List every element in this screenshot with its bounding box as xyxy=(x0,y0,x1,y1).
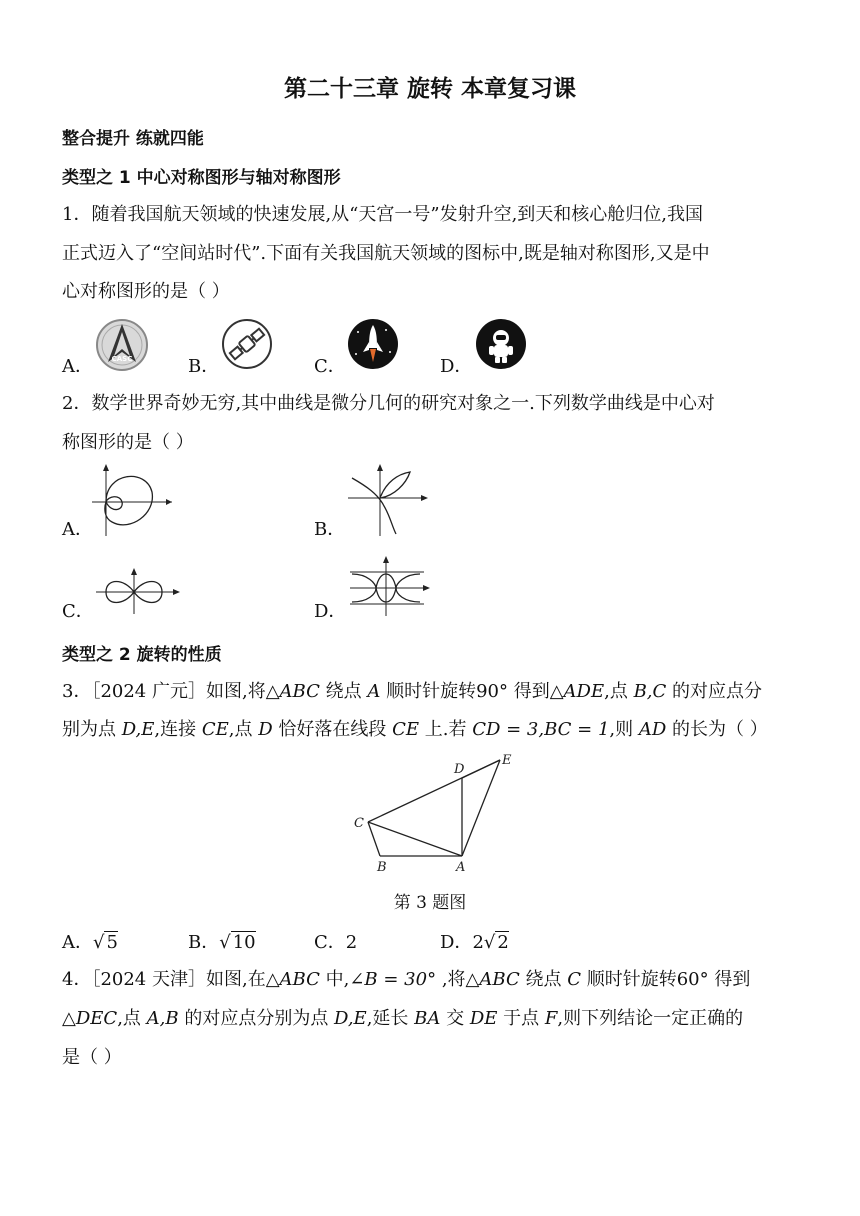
q3-text: ,点 xyxy=(228,719,259,740)
q3-option-a: A．√ 5 xyxy=(62,932,118,953)
q4-line1 xyxy=(62,961,802,999)
q3-option-b: B．√ 10 xyxy=(188,932,256,953)
q3-math-ce: CE xyxy=(392,719,420,740)
q4-math-ab: A,B xyxy=(146,1008,179,1029)
satellite-icon xyxy=(220,318,274,370)
q3-math-ade: ADE xyxy=(563,681,605,702)
q4-text: 于点 xyxy=(497,1008,545,1029)
q4-math-abc: ABC xyxy=(279,969,320,990)
option-label: A． xyxy=(62,932,93,953)
option-label: D． xyxy=(440,932,473,953)
type1-heading: 类型之 1 中心对称图形与轴对称图形 xyxy=(62,168,341,188)
q3-text: 别为点 xyxy=(62,719,122,740)
q4-text: 中, xyxy=(319,969,350,990)
q3-text: 绕点 xyxy=(319,681,368,702)
casc-logo-icon xyxy=(94,318,150,372)
q2-option-a-label: A． xyxy=(62,519,93,540)
q1-line2: 正式迈入了“空间站时代”.下面有关我国航天领域的图标中,既是轴对称图形,又是中 xyxy=(62,243,710,264)
q4-line2 xyxy=(62,1000,802,1038)
option-label: B． xyxy=(188,932,220,953)
q3-text: ,点 xyxy=(604,681,634,702)
q2-option-b-label: B． xyxy=(314,519,346,540)
fig-label-a: A xyxy=(456,860,466,875)
q4-math-angle: ∠B = 30° xyxy=(349,969,437,990)
q4-math-abc: ABC xyxy=(479,969,520,990)
q4-text: ,则下列结论一定正确的 xyxy=(557,1008,744,1029)
q4-text: △ xyxy=(62,1008,76,1029)
q1-option-d-label: D． xyxy=(440,356,473,377)
q3-option-d: D．2√ 2 xyxy=(440,932,509,953)
q4-math-f: F xyxy=(544,1008,558,1029)
fig-label-b: B xyxy=(377,860,387,875)
q4-math-c: C xyxy=(567,969,581,990)
q3-line2 xyxy=(62,711,802,749)
q4-math-ba: BA xyxy=(414,1008,441,1029)
q3-text: ,连接 xyxy=(154,719,202,740)
curve-a-cardioid-figure xyxy=(90,462,180,537)
fig-label-e: E xyxy=(502,753,512,768)
q1-option-a-label: A． xyxy=(62,356,93,377)
q3-math-bc: B,C xyxy=(633,681,667,702)
q3-text: 顺时针旋转90° 得到△ xyxy=(380,681,564,702)
curve-d-bell-figure xyxy=(346,554,430,618)
q3-line1 xyxy=(62,673,802,711)
q3-text: 3．［2024 广元］如图,将△ xyxy=(62,681,280,702)
q1-option-b-label: B． xyxy=(188,356,220,377)
curve-b-folium-figure xyxy=(342,462,432,537)
q1-line1: 1．随着我国航天领域的快速发展,从“天宫一号”发射升空,到天和核心舱归位,我国 xyxy=(62,204,704,225)
q3-text: 的对应点分 xyxy=(666,681,763,702)
fig-label-c: C xyxy=(354,816,364,831)
q4-math-dec: DEC xyxy=(75,1008,118,1029)
q3-math-a: A xyxy=(367,681,381,702)
q4-text: 4．［2024 天津］如图,在△ xyxy=(62,969,280,990)
q3-math-de: D,E xyxy=(121,719,155,740)
q3-math-ce: CE xyxy=(201,719,229,740)
casc-logo-text: CASC xyxy=(111,355,133,363)
option-label: C． xyxy=(314,932,346,953)
fig-label-d: D xyxy=(454,762,465,777)
q1-line3: 心对称图形的是（ ） xyxy=(62,281,230,302)
option-coefficient: 2 xyxy=(472,932,484,953)
q3-figure-caption: 第 3 题图 xyxy=(393,893,467,913)
option-radicand: 2 xyxy=(497,932,509,953)
q3-text: 上.若 xyxy=(419,719,473,740)
type2-heading: 类型之 2 旋转的性质 xyxy=(62,645,222,665)
q4-text: ,延长 xyxy=(366,1008,415,1029)
astronaut-icon xyxy=(474,318,528,370)
page-title: 第二十三章 旋转 本章复习课 xyxy=(283,76,576,102)
q3-math-d: D xyxy=(258,719,273,740)
q4-math-de: DE xyxy=(469,1008,498,1029)
curve-c-lemniscate-figure xyxy=(92,566,184,616)
q2-option-d-label: D． xyxy=(314,601,347,622)
q4-text: 绕点 xyxy=(519,969,568,990)
q3-text: 恰好落在线段 xyxy=(272,719,393,740)
q4-text: 的对应点分别为点 xyxy=(178,1008,335,1029)
space-shuttle-icon xyxy=(346,318,400,370)
section-heading: 整合提升 练就四能 xyxy=(62,129,204,149)
option-radicand: 10 xyxy=(232,932,256,953)
q2-line2: 称图形的是（ ） xyxy=(62,432,194,453)
q4-math-de: D,E xyxy=(334,1008,367,1029)
q3-text: 的长为（ ） xyxy=(666,719,768,740)
q4-text: 顺时针旋转60° 得到 xyxy=(580,969,751,990)
q3-math-given: CD = 3,BC = 1 xyxy=(472,719,610,740)
q3-math-ad: AD xyxy=(638,719,667,740)
option-value: 2 xyxy=(345,932,358,953)
q3-triangle-figure xyxy=(350,752,520,876)
q4-text: 交 xyxy=(440,1008,470,1029)
q2-option-c-label: C． xyxy=(62,601,94,622)
q4-line3: 是（ ） xyxy=(62,1047,122,1068)
q1-option-c-label: C． xyxy=(314,356,346,377)
q3-math-abc: ABC xyxy=(279,681,320,702)
option-radicand: 5 xyxy=(106,932,118,953)
q3-text: ,则 xyxy=(609,719,639,740)
q4-text: ,点 xyxy=(117,1008,147,1029)
q4-text: ,将△ xyxy=(436,969,480,990)
q2-line1: 2．数学世界奇妙无穷,其中曲线是微分几何的研究对象之一.下列数学曲线是中心对 xyxy=(62,393,715,414)
q3-option-c xyxy=(314,928,357,954)
